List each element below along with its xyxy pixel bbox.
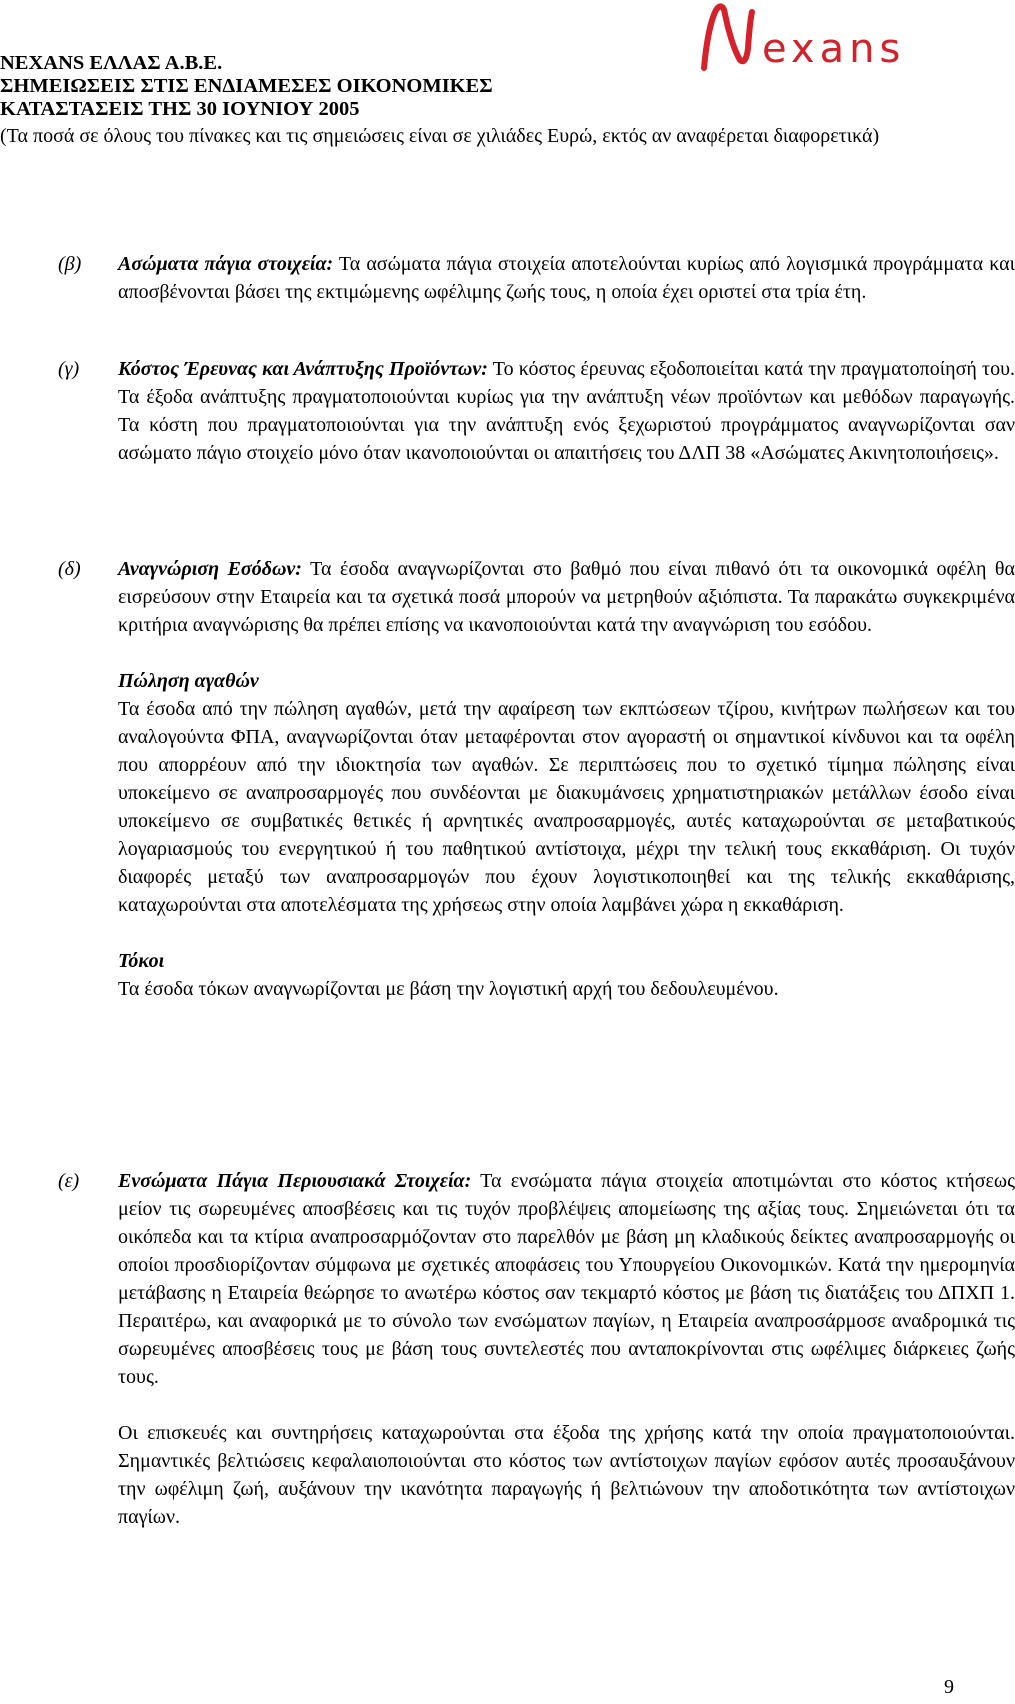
section-b-marker: (β) [58,253,82,275]
section-c-paragraph [118,355,1015,467]
section-d-marker: (δ) [58,558,81,580]
header-title-line2: ΚΑΤΑΣΤΑΣΕΙΣ ΤΗΣ 30 ΙΟΥΝΙΟΥ 2005 [0,98,360,120]
section-b-paragraph [118,250,1015,306]
section-e-marker: (ε) [58,1170,80,1192]
sales-of-goods-text: Τα έσοδα από την πώληση αγαθών, μετά την αφαίρεση των εκπτώσεων τζίρου, κινήτρων πωλήσεων και του αναλογούντα ΦΠΑ, αναγνωρίζονται όταν μεταφέρονται στον αγοραστή οι σημαντικοί κίνδυνοι και τα οφέλη που απορρέουν από την ιδιοκτησία των αγαθών. Σε περιπτώσεις που το σχετικό τίμημα πώλησης είναι υποκείμενο σε αναπροσαρμογές που συνδέονται με διακυμάνσεις χρηματιστηριακών μετάλλων έσοδο είναι υποκείμενο σε συμβατικές θετικές ή αρνητικές αναπροσαρμογές, αυτές καταχωρούνται σε μεταβατικούς λογαριασμούς του ενεργητικού ή του παθητικού αντίστοιχα, μέχρι την τελική τους εκκαθάριση. Οι τυχόν διαφορές μεταξύ των αναπροσαρμογών που έχουν λογιστικοποιηθεί και της τελικής εκκαθάρισης, καταχωρούνται στα αποτελέσματα της χρήσεως στην οποία λαμβάνει χώρα η εκκαθάριση. [118,698,1015,916]
logo-swoosh-n [704,7,752,68]
section-c-body [118,355,1015,467]
section-c-text: Το κόστος έρευνας εξοδοποιείται κατά την πραγματοποίησή του. Τα έξοδα ανάπτυξης πραγματοποιούνται κυρίως για την ανάπτυξη νέων προϊόντων και μεθόδων παραγωγής. Τα κόστη που πραγματοποιούνται για την ανάπτυξη ενός ξεχωριστού προγράμματος αναγνωρίζονται σαν ασώματο πάγιο στοιχείο μόνο όταν ικανοποιούνται οι απαιτήσεις του ΔΛΠ 38 «Ασώματες Ακινητοποιήσεις». [118,358,1015,464]
section-e-lead: Ενσώματα Πάγια Περιουσιακά Στοιχεία: [118,1170,472,1192]
section-c-lead: Κόστος Έρευνας και Ανάπτυξης Προϊόντων: [118,358,488,380]
nexans-logo [698,0,960,82]
sales-of-goods-heading: Πώληση αγαθών [118,670,259,692]
section-d-lead: Αναγνώριση Εσόδων: [118,558,302,580]
section-d-text: Τα έσοδα αναγνωρίζονται στο βαθμό που είναι πιθανό ότι τα οικονομικά οφέλη θα εισρεύσουν στην Εταιρεία και τα σχετικά ποσά μπορούν να μετρηθούν αξιόπιστα. Τα παρακάτω συγκεκριμένα κριτήρια αναγνώρισης θα πρέπει επίσης να ικανοποιούνται κατά την αναγνώριση του εσόδου. [118,558,1015,636]
company-name: NEXANS ΕΛΛΑΣ Α.Β.Ε. [0,52,223,74]
header-title-line1: ΣΗΜΕΙΩΣΕΙΣ ΣΤΙΣ ΕΝΔΙΑΜΕΣΕΣ ΟΙΚΟΝΟΜΙΚΕΣ [0,75,493,97]
section-b-text: Τα ασώματα πάγια στοιχεία αποτελούνται κυρίως από λογισμικά προγράμματα και αποσβένονται βάσει της εκτιμώμενης ωφέλιμης ζωής τους, η οποία έχει οριστεί στα τρία έτη. [118,253,1015,303]
section-e-body [118,1167,1015,1531]
interest-heading: Τόκοι [118,950,165,972]
section-b-lead: Ασώματα πάγια στοιχεία: [118,253,334,275]
logo-wordmark: exans [762,26,906,72]
section-c-marker: (γ) [58,358,80,380]
section-d-paragraph [118,555,1015,639]
sales-of-goods-block [118,667,1015,919]
section-e-paragraph [118,1167,1015,1391]
section-b-body [118,250,1015,306]
interest-text: Τα έσοδα τόκων αναγνωρίζονται με βάση την λογιστική αρχή του δεδουλευμένου. [118,978,779,1000]
interest-block [118,947,1015,1003]
section-e-paragraph-2: Οι επισκευές και συντηρήσεις καταχωρούνται στα έξοδα της χρήσης κατά την οποία πραγματοποιούνται. Σημαντικές βελτιώσεις κεφαλαιοποιούνται στο κόστος των αντίστοιχων παγίων εφόσον αυτές προσαυξάνουν την ωφέλιμη ζωή, αυξάνουν την ικανότητα παραγωγής ή βελτιώνουν την αποδοτικότητα των αντίστοιχων παγίων. [118,1422,1015,1528]
section-d-body [118,555,1015,1003]
page-number: 9 [944,1676,954,1698]
section-e-text: Τα ενσώματα πάγια στοιχεία αποτιμώνται στο κόστος κτήσεως μείον τις σωρευμένες αποσβέσεις και τις τυχόν προβλέψεις απομείωσης της αξίας τους. Σημειώνεται ότι τα οικόπεδα και τα κτίρια αναπροσαρμόζονταν στο παρελθόν με βάση μη κλαδικούς δείκτες αναπροσαρμογής οι οποίοι προσδιορίζονταν σύμφωνα με σχετικές αποφάσεις του Υπουργείου Οικονομικών. Κατά την ημερομηνία μετάβασης η Εταιρεία θεώρησε το ανωτέρω κόστος σαν τεκμαρτό κόστος με βάση τις διατάξεις του ΔΠΧΠ 1. Περαιτέρω, και αναφορικά με το σύνολο των ενσώματων παγίων, η Εταιρεία αναπροσάρμοσε αναδρομικά τις σωρευμένες αποσβέσεις τους με βάση τους συντελεστές που ανταποκρίνονται στις ωφέλιμες διάρκειες ζωής τους. [118,1170,1015,1388]
header-note: (Τα ποσά σε όλους του πίνακες και τις σημειώσεις είναι σε χιλιάδες Ευρώ, εκτός αν αναφέρεται διαφορετικά) [0,125,880,147]
